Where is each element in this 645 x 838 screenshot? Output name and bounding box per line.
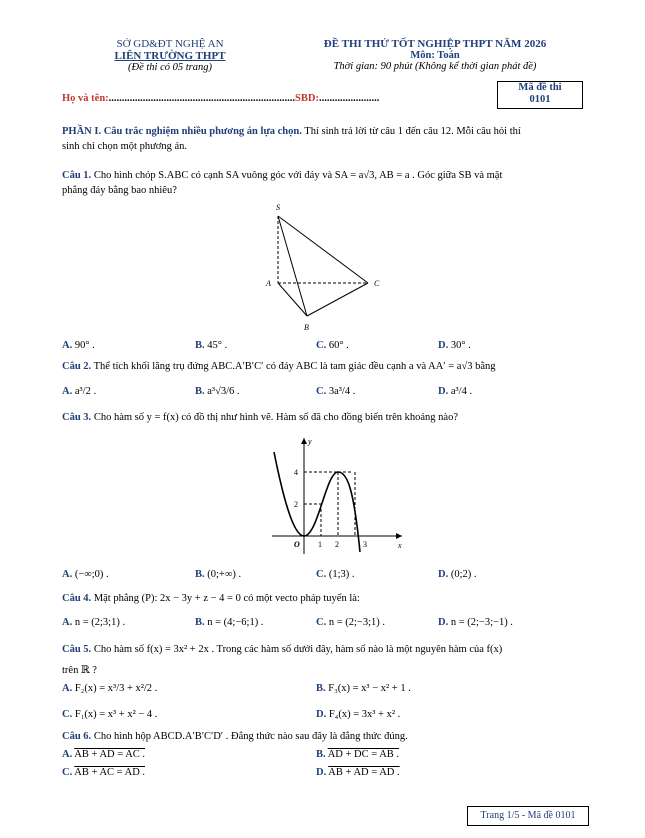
q3-option-b-letter: B. <box>195 569 205 580</box>
name-label: Họ và tên: <box>62 93 109 104</box>
q3-text: Cho hàm số y = f(x) có đồ thị như hình vẽ. Hàm số đã cho đồng biến trên khoảng nào? <box>91 412 458 423</box>
exam-code-box <box>497 81 583 109</box>
q5-option-a[interactable]: F₂(x) = x³/3 + x²/2 . <box>74 683 158 694</box>
q5-option-d-letter: D. <box>316 709 327 720</box>
q5-option-b[interactable]: F₃(x) = x³ − x² + 1 . <box>328 683 411 694</box>
q1-text-2: phẳng đáy bằng bao nhiêu? <box>62 185 177 196</box>
q6-option-a-letter: A. <box>62 749 73 760</box>
q1-option-d-letter: D. <box>438 340 449 351</box>
y-axis-label: y <box>308 437 312 446</box>
q2-option-a-letter: A. <box>62 386 73 397</box>
q5-option-c-letter: C. <box>62 709 73 720</box>
x-tick-2: 2 <box>335 540 339 549</box>
q4-option-b[interactable]: n = (4;−6;1) . <box>207 617 264 628</box>
sbd-label: SBD: <box>295 93 319 104</box>
department-name: SỞ GD&ĐT NGHỆ AN <box>116 38 224 50</box>
page-count-note: (Đề thi có 05 trang) <box>128 62 212 73</box>
vertex-a-label: A <box>266 279 271 288</box>
q2-option-b[interactable]: a³√3/6 . <box>207 386 240 397</box>
q3-option-d-letter: D. <box>438 569 449 580</box>
name-field[interactable]: ....................................................................... <box>108 93 296 104</box>
q3-option-c[interactable]: (1;3) . <box>328 569 355 580</box>
q5-option-a-letter: A. <box>62 683 73 694</box>
time-note: Thời gian: 90 phút (Không kể thời gian phát đề) <box>333 61 537 72</box>
question-6 <box>62 731 408 742</box>
exam-code-label: Mã đề thi <box>518 82 562 93</box>
subject: Môn: Toán <box>410 50 460 61</box>
q6-option-c[interactable]: AB + AC = AD . <box>74 767 146 778</box>
q4-option-d-letter: D. <box>438 617 449 628</box>
q3-label: Câu 3. <box>62 412 92 423</box>
school-name: LIÊN TRƯỜNG THPT <box>114 50 226 62</box>
q6-option-b[interactable]: AD + DC = AB . <box>327 749 400 760</box>
q1-option-b-letter: B. <box>195 340 205 351</box>
q2-text: Thể tích khối lăng trụ đứng ABC.A′B′C′ có đáy ABC là tam giác đều cạnh a và AA′ = a√3 bằng <box>91 361 496 372</box>
exam-title: ĐỀ THI THỬ TỐT NGHIỆP THPT NĂM 2026 <box>323 38 547 50</box>
q1-option-d[interactable]: 30° . <box>450 340 471 351</box>
q4-label: Câu 4. <box>62 593 92 604</box>
q2-option-d-letter: D. <box>438 386 449 397</box>
q4-text: Mặt phẳng (P): 2x − 3y + z − 4 = 0 có một vecto pháp tuyến là: <box>91 593 360 604</box>
x-tick-3: 3 <box>363 540 367 549</box>
q1-option-c-letter: C. <box>316 340 327 351</box>
q4-option-c-letter: C. <box>316 617 327 628</box>
pyramid-figure <box>250 198 390 338</box>
q1-option-c[interactable]: 60° . <box>328 340 349 351</box>
q6-option-b-letter: B. <box>316 749 326 760</box>
q2-option-a[interactable]: a³/2 . <box>74 386 97 397</box>
q3-option-b[interactable]: (0;+∞) . <box>207 569 242 580</box>
q2-option-d[interactable]: a³/4 . <box>450 386 473 397</box>
y-tick-4: 4 <box>294 468 298 477</box>
page-footer <box>467 806 589 826</box>
q5-option-b-letter: B. <box>316 683 326 694</box>
part1-text-2: sinh chỉ chọn một phương án. <box>62 141 187 152</box>
part1-intro <box>62 124 592 154</box>
exam-code-value: 0101 <box>529 94 551 105</box>
q1-label: Câu 1. <box>62 170 92 181</box>
q2-option-b-letter: B. <box>195 386 205 397</box>
q4-option-d[interactable]: n = (2;−3;−1) . <box>450 617 513 628</box>
q1-option-b[interactable]: 45° . <box>207 340 228 351</box>
q4-option-b-letter: B. <box>195 617 205 628</box>
q6-label: Câu 6. <box>62 731 92 742</box>
q6-option-d[interactable]: AB + AD = AD . <box>328 767 400 778</box>
q3-option-c-letter: C. <box>316 569 327 580</box>
question-1 <box>62 168 597 198</box>
q1-text: Cho hình chóp S.ABC có cạnh SA vuông góc với đáy và SA = a√3, AB = a . Góc giữa SB và mặt <box>91 170 503 181</box>
q6-option-c-letter: C. <box>62 767 73 778</box>
q1-option-a[interactable]: 90° . <box>74 340 95 351</box>
q6-option-d-letter: D. <box>316 767 327 778</box>
q2-option-c-letter: C. <box>316 386 327 397</box>
q4-option-a-letter: A. <box>62 617 73 628</box>
part1-title: PHẦN I. Câu trắc nghiệm nhiều phương án lựa chọn. <box>62 126 302 137</box>
q6-option-a[interactable]: AB + AD = AC . <box>74 749 146 760</box>
q5-text: Cho hàm số f(x) = 3x² + 2x . Trong các hàm số dưới đây, hàm số nào là một nguyên hàm của f(x) <box>91 644 503 655</box>
x-axis-label: x <box>398 541 402 550</box>
candidate-line <box>62 93 379 104</box>
q5-option-d[interactable]: F₄(x) = 3x³ + x² . <box>328 709 401 720</box>
y-tick-2: 2 <box>294 500 298 509</box>
sbd-field[interactable]: ....................... <box>318 93 380 104</box>
q2-option-c[interactable]: 3a³/4 . <box>328 386 356 397</box>
vertex-s-label: S <box>276 203 280 212</box>
q6-text: Cho hình hộp ABCD.A′B′C′D′ . Đẳng thức nào sau đây là đẳng thức đúng. <box>91 731 408 742</box>
q3-option-d[interactable]: (0;2) . <box>450 569 477 580</box>
q2-label: Câu 2. <box>62 361 92 372</box>
q4-option-a[interactable]: n = (2;3;1) . <box>74 617 126 628</box>
page-number: Trang 1/5 - Mã đề 0101 <box>480 810 576 821</box>
q5-label: Câu 5. <box>62 644 92 655</box>
q3-option-a[interactable]: (−∞;0) . <box>74 569 109 580</box>
q5-text-2: trên ℝ ? <box>62 665 97 676</box>
origin-label: O <box>294 540 300 549</box>
question-2 <box>62 361 496 372</box>
question-3 <box>62 412 458 423</box>
question-5 <box>62 642 602 678</box>
vertex-c-label: C <box>374 279 380 288</box>
q5-option-c[interactable]: F₁(x) = x³ + x² − 4 . <box>74 709 158 720</box>
function-graph <box>262 432 412 557</box>
question-4 <box>62 593 360 604</box>
header-right <box>300 38 570 72</box>
q1-option-a-letter: A. <box>62 340 73 351</box>
q4-option-c[interactable]: n = (2;−3;1) . <box>328 617 386 628</box>
x-tick-1: 1 <box>318 540 322 549</box>
q3-option-a-letter: A. <box>62 569 73 580</box>
header-left <box>90 38 250 73</box>
part1-text: Thí sinh trả lời từ câu 1 đến câu 12. Mỗi câu hỏi thí <box>301 126 521 137</box>
vertex-b-label: B <box>304 323 309 332</box>
